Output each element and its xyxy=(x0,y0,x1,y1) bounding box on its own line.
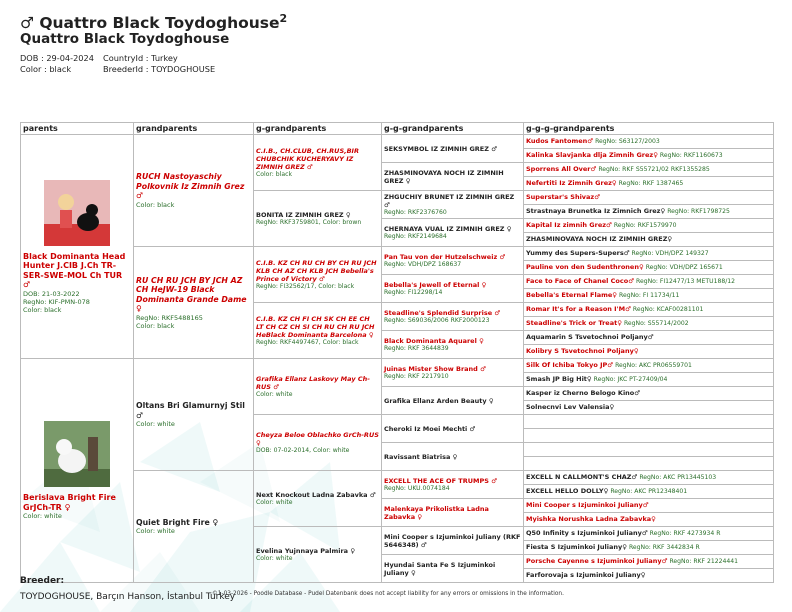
g-grandparent-name[interactable]: C.I.B., CH.CLUB, CH.RUS,BIR CHUBCHIK KUCHERYAVY IZ ZIMNIH GREZ ♂ xyxy=(256,146,359,171)
g-g-g-grandparent-name[interactable]: Mini Cooper s Izjuminkoi Juliany♂ xyxy=(526,500,649,509)
pedigree-row xyxy=(21,247,774,261)
g-g-g-grandparent-cell[interactable] xyxy=(524,555,774,569)
g-g-g-grandparent-cell[interactable] xyxy=(524,205,774,219)
grandparent-color: Color: white xyxy=(136,420,175,428)
g-grandparent-info: RegNo: RKF3759801, Color: brown xyxy=(256,218,362,226)
g-g-g-grandparent-regno: RegNo: JKC PT-27409/04 xyxy=(593,375,668,383)
col-header-g-g-grandparents: g-g-grandparents xyxy=(382,123,524,135)
grandparent-name[interactable]: RUCH Nastoyaschiy Polkovnik Iz Zimnih Grez ♂ xyxy=(136,172,245,201)
g-grandparent-name[interactable]: Cheyza Beloe Oblachko GrCh-RUS ♀ xyxy=(256,430,379,447)
g-g-grandparent-regno: RegNo: RKF2376760 xyxy=(384,208,447,216)
g-g-g-grandparent-name[interactable]: EXCELL N CALLMONT'S CHAZ♂ xyxy=(526,472,638,481)
g-g-g-grandparent-name[interactable]: Face to Face of Chanel Coco♂ xyxy=(526,276,635,285)
g-g-g-grandparent-cell[interactable] xyxy=(524,275,774,289)
g-g-g-grandparent-regno: RegNo: S55714/2002 xyxy=(623,319,689,327)
pedigree-row xyxy=(21,359,774,373)
g-grandparent-cell[interactable] xyxy=(254,247,382,303)
g-g-grandparent-name[interactable]: Bebella's Jewell of Eternal ♀ xyxy=(384,280,487,289)
g-g-g-grandparent-name[interactable]: ZHASMINOVAYA NOCH IZ ZIMNIH GREZ♀ xyxy=(526,234,673,243)
g-g-g-grandparent-cell[interactable] xyxy=(524,401,774,415)
grandparent-regno: RegNo: RKF5488165 xyxy=(136,313,203,322)
g-g-g-grandparent-name[interactable]: Smash JP Big Hit♀ xyxy=(526,374,592,383)
parent-color: Color: black xyxy=(23,305,62,314)
g-g-grandparent-cell[interactable] xyxy=(382,415,524,443)
col-header-grandparents: grandparents xyxy=(134,123,254,135)
breeder-label: Breeder: xyxy=(20,576,65,586)
pedigree-row xyxy=(21,471,774,485)
g-g-grandparent-cell[interactable] xyxy=(382,443,524,471)
g-g-grandparent-cell[interactable] xyxy=(382,387,524,415)
parent-photo xyxy=(44,180,110,246)
g-g-g-grandparent-regno: RegNo: S63127/2003 xyxy=(595,137,660,145)
g-g-g-grandparent-name[interactable]: Kapital Iz zimnih Grez♂ xyxy=(526,220,612,229)
g-g-grandparent-name[interactable]: Cheroki Iz Moei Mechti ♂ xyxy=(384,424,476,433)
g-g-g-grandparent-name[interactable]: Silk Of Ichiba Tokyo JP♂ xyxy=(526,360,614,369)
g-g-grandparent-name[interactable]: Ravissant Biatrisa ♀ xyxy=(384,452,458,461)
g-g-grandparent-cell[interactable] xyxy=(382,163,524,191)
g-g-grandparent-name[interactable]: SEKSYMBOL IZ ZIMNIH GREZ ♂ xyxy=(384,144,498,153)
g-grandparent-name[interactable]: Evelina Yujnnaya Palmira ♀ xyxy=(256,546,356,555)
grandparent-cell[interactable] xyxy=(134,471,254,583)
g-g-grandparent-name[interactable]: ZHASMINOVAYA NOCH IZ ZIMNIH GREZ ♀ xyxy=(384,168,504,185)
g-g-g-grandparent-cell[interactable] xyxy=(524,219,774,233)
g-g-g-grandparent-cell[interactable] xyxy=(524,247,774,261)
grandparent-name[interactable]: Oltans Bri Glamurnyj Stil ♂ xyxy=(136,401,245,420)
parent-regno: RegNo: KIF-PMN-078 xyxy=(23,297,90,306)
g-g-g-grandparent-regno: RegNo: RKF1579970 xyxy=(613,221,677,229)
grandparent-cell[interactable] xyxy=(134,135,254,247)
g-g-grandparent-name[interactable]: Grafika Ellanz Arden Beauty ♀ xyxy=(384,396,494,405)
g-grandparent-cell[interactable] xyxy=(254,303,382,359)
g-g-g-grandparent-name[interactable]: Fiesta S Izjuminkoi Juliany♀ xyxy=(526,542,627,551)
g-g-grandparent-regno: RegNo: VDH/DPZ 168637 xyxy=(384,260,462,268)
g-g-grandparent-name[interactable]: CHERNAYA VUAL IZ ZIMNIH GREZ ♀ xyxy=(384,224,512,233)
g-g-grandparent-name[interactable]: Black Dominanta Aquarel ♀ xyxy=(384,336,484,345)
g-g-grandparent-cell[interactable] xyxy=(382,135,524,163)
g-g-g-grandparent-name[interactable]: Nefertiti Iz Zimnih Grez♀ xyxy=(526,178,617,187)
g-g-g-grandparent-name[interactable]: Superstar's Shivaz♂ xyxy=(526,192,601,201)
g-g-g-grandparent-name[interactable]: Sporrens All Over♂ xyxy=(526,164,597,173)
g-g-grandparent-regno: RegNo: RKF 3644839 xyxy=(384,344,449,352)
g-g-g-grandparent-cell[interactable] xyxy=(524,149,774,163)
g-grandparent-cell[interactable] xyxy=(254,527,382,583)
g-g-grandparent-regno: RegNo: RKF 2217910 xyxy=(384,372,449,380)
g-g-g-grandparent-cell[interactable] xyxy=(524,177,774,191)
grandparent-name[interactable]: RU CH RU JCH BY JCH AZ CH HeJW-19 Black Dominanta Grande Dame ♀ xyxy=(136,275,247,313)
g-g-grandparent-regno: RegNo: RKF2149684 xyxy=(384,232,447,240)
g-g-g-grandparent-cell[interactable] xyxy=(524,387,774,401)
g-g-g-grandparent-cell[interactable] xyxy=(524,359,774,373)
g-g-g-grandparent-name[interactable]: Aquamarin S Tsvetochnoi Poljany♂ xyxy=(526,332,654,341)
g-g-grandparent-cell[interactable] xyxy=(382,303,524,331)
parent-name[interactable]: Black Dominanta Head Hunter J.CIB J.Ch TR-SER-SWE-MOL Ch TUR ♂ xyxy=(23,251,126,289)
g-grandparent-cell[interactable] xyxy=(254,415,382,471)
g-g-g-grandparent-regno: RegNo: RKF 4273934 R xyxy=(649,529,721,537)
g-g-g-grandparent-regno: RegNo: RKF 3442834 R xyxy=(628,543,700,551)
g-g-g-grandparent-name[interactable]: Steadline's Trick or Treat♀ xyxy=(526,318,622,327)
g-g-g-grandparent-regno: RegNo: VDH/DPZ 149327 xyxy=(631,249,709,257)
grandparent-color: Color: white xyxy=(136,527,175,536)
g-g-g-grandparent-regno: RegNo: RKF1798725 xyxy=(667,207,730,215)
g-grandparent-name[interactable]: C.I.B. KZ CH RU CH BY CH RU JCH KLB CH AZ CH KLB JCH Bebella's Prince of Victory ♂ xyxy=(256,258,377,283)
col-header-g-g-g-grandparents: g-g-g-grandparents xyxy=(524,123,774,135)
grandparent-cell[interactable] xyxy=(134,247,254,359)
g-g-g-grandparent-cell[interactable] xyxy=(524,373,774,387)
g-g-g-grandparent-regno: RegNo: RKF 1387465 xyxy=(618,179,684,187)
g-grandparent-cell[interactable] xyxy=(254,191,382,247)
g-g-g-grandparent-regno: RegNo: AKC PR06559701 xyxy=(615,361,692,369)
dog-header xyxy=(20,10,287,75)
g-g-g-grandparent-regno: RegNo: VDH/DPZ 165671 xyxy=(645,263,723,271)
dog-title: ♂ Quattro Black Toydoghouse$^2$ xyxy=(20,12,288,32)
g-g-grandparent-name[interactable]: ZHGUCHIY BRUNET IZ ZIMNIH GREZ ♂ xyxy=(384,192,515,209)
parent-name[interactable]: Berislava Bright Fire GrJCh-TR ♀ xyxy=(23,493,116,512)
g-grandparent-info: Color: black xyxy=(256,170,292,178)
g-g-grandparent-name[interactable]: EXCELL THE ACE OF TRUMPS ♂ xyxy=(384,476,498,485)
g-g-grandparent-cell[interactable] xyxy=(382,499,524,527)
g-g-grandparent-cell[interactable] xyxy=(382,247,524,275)
g-g-g-grandparent-name[interactable]: Porsche Cayenne s Izjuminkoi Juliany♂ xyxy=(526,556,668,565)
g-g-g-grandparent-name[interactable]: Bebella's Eternal Flame♀ xyxy=(526,290,618,299)
pedigree-table xyxy=(20,122,774,583)
grandparent-color: Color: black xyxy=(136,200,175,209)
g-g-g-grandparent-cell[interactable] xyxy=(524,135,774,149)
g-grandparent-info: Color: white xyxy=(256,390,293,398)
col-header-g-grandparents: g-grandparents xyxy=(254,123,382,135)
g-grandparent-name[interactable]: BONITA IZ ZIMNIH GREZ ♀ xyxy=(256,210,351,219)
g-g-grandparent-cell[interactable] xyxy=(382,331,524,359)
g-g-g-grandparent-cell[interactable] xyxy=(524,443,774,457)
g-g-g-grandparent-cell[interactable] xyxy=(524,457,774,471)
g-g-g-grandparent-cell[interactable] xyxy=(524,415,774,429)
g-g-g-grandparent-cell[interactable] xyxy=(524,303,774,317)
g-grandparent-cell[interactable] xyxy=(254,471,382,527)
g-g-g-grandparent-cell[interactable] xyxy=(524,261,774,275)
g-g-g-grandparent-cell[interactable] xyxy=(524,499,774,513)
g-g-g-grandparent-regno: RegNo: FI12477/13 METU188/12 xyxy=(636,277,736,285)
g-g-grandparent-name[interactable]: Malenkaya Prikolistka Ladna Zabavka ♀ xyxy=(384,504,489,521)
g-g-g-grandparent-regno: RegNo: RKF 21224441 xyxy=(669,557,739,565)
g-grandparent-info: RegNo: FI32562/17, Color: black xyxy=(256,282,355,290)
g-g-grandparent-cell[interactable] xyxy=(382,555,524,583)
g-g-grandparent-regno: RegNo: FI12298/14 xyxy=(384,288,443,296)
col-header-parents: parents xyxy=(21,123,134,135)
g-g-g-grandparent-name[interactable]: Yummy des Supers-Supers♂ xyxy=(526,248,630,257)
g-grandparent-cell[interactable] xyxy=(254,359,382,415)
g-g-g-grandparent-cell[interactable] xyxy=(524,471,774,485)
g-g-grandparent-name[interactable]: Juinas Mister Show Brand ♂ xyxy=(384,364,486,373)
footer-disclaimer: ©1-03-2026 - Poodle Database - Pudel Datenbank does not accept liability for any errors or omissions in the information. xyxy=(212,591,564,597)
g-g-grandparent-cell[interactable] xyxy=(382,471,524,499)
grandparent-cell[interactable] xyxy=(134,359,254,471)
g-g-grandparent-cell[interactable] xyxy=(382,275,524,303)
g-g-g-grandparent-name[interactable]: Kasper iz Cherno Belogo Kino♂ xyxy=(526,388,641,397)
g-g-g-grandparent-cell[interactable] xyxy=(524,527,774,541)
g-g-g-grandparent-regno: RegNo: AKC PR12348401 xyxy=(610,487,688,495)
g-g-g-grandparent-regno: RegNo: RKF1160673 xyxy=(659,151,723,159)
g-g-grandparent-cell[interactable] xyxy=(382,219,524,247)
g-grandparent-info: DOB: 07-02-2014, Color: white xyxy=(256,446,350,454)
dog-country: Turkey xyxy=(151,53,178,63)
g-g-g-grandparent-cell[interactable] xyxy=(524,289,774,303)
g-g-g-grandparent-name[interactable]: Romar It's for a Reason I'M♂ xyxy=(526,304,631,313)
g-g-g-grandparent-cell[interactable] xyxy=(524,317,774,331)
g-grandparent-name[interactable]: C.I.B. KZ CH FI CH SK CH EE CH LT CH CZ CH SI CH RU CH RU JCH HeBlack Dominanta Barcelona ♀ xyxy=(256,314,375,339)
g-g-g-grandparent-name[interactable]: Strastnaya Brunetka Iz Zimnich Grez♀ xyxy=(526,206,666,215)
g-g-grandparent-regno: RegNo: S69036/2006 RKF2000123 xyxy=(384,316,490,324)
parent-cell[interactable] xyxy=(21,359,134,583)
parent-photo xyxy=(44,421,110,487)
g-g-g-grandparent-regno: RegNo: AKC PR13445103 xyxy=(639,473,717,481)
g-g-g-grandparent-cell[interactable] xyxy=(524,331,774,345)
pedigree-row xyxy=(21,135,774,149)
g-g-g-grandparent-cell[interactable] xyxy=(524,163,774,177)
g-g-g-grandparent-regno: RegNo: FI 11734/11 xyxy=(619,291,680,299)
g-g-grandparent-cell[interactable] xyxy=(382,191,524,219)
g-grandparent-info: Color: white xyxy=(256,498,293,506)
g-g-g-grandparent-name[interactable]: Pauline von den Sudenthronen♀ xyxy=(526,262,644,271)
g-g-grandparent-name[interactable]: Hyundai Santa Fe S Izjuminkoi Juliany ♀ xyxy=(384,560,496,577)
parent-cell[interactable] xyxy=(21,135,134,359)
g-grandparent-name[interactable]: Next Knockout Ladna Zabavka ♂ xyxy=(256,490,376,499)
g-g-g-grandparent-cell[interactable] xyxy=(524,233,774,247)
g-g-g-grandparent-cell[interactable] xyxy=(524,485,774,499)
g-g-g-grandparent-cell[interactable] xyxy=(524,429,774,443)
g-g-grandparent-cell[interactable] xyxy=(382,527,524,555)
g-g-g-grandparent-name[interactable]: Kolibry S Tsvetochnoi Poljany♀ xyxy=(526,346,639,355)
g-g-g-grandparent-name[interactable]: Farforovaja s Izjuminkoi Juliany♀ xyxy=(526,570,646,579)
dog-breeder-id: TOYDOGHOUSE xyxy=(151,64,216,74)
g-g-g-grandparent-regno: RegNo: KCAF00281101 xyxy=(632,305,704,313)
g-grandparent-info: RegNo: RKF4497467, Color: black xyxy=(256,338,359,346)
g-grandparent-name[interactable]: Grafika Ellanz Laskovy May Ch-RUS ♂ xyxy=(256,374,370,391)
g-g-grandparent-name[interactable]: Steadline's Splendid Surprise ♂ xyxy=(384,308,501,317)
dog-meta: DOB : 29-04-2024 CountryId : Turkey Color : black BreederId : TOYDOGHOUSE xyxy=(20,53,216,74)
g-g-grandparent-cell[interactable] xyxy=(382,359,524,387)
g-g-grandparent-regno: RegNo: UKU.0074184 xyxy=(384,484,450,492)
dog-dob: 29-04-2024 xyxy=(46,53,94,63)
g-g-g-grandparent-name[interactable]: EXCELL HELLO DOLLY♀ xyxy=(526,486,609,495)
dog-color: black xyxy=(49,64,72,74)
g-g-g-grandparent-name[interactable]: Myishka Norushka Ladna Zabavka♀ xyxy=(526,514,656,523)
g-g-g-grandparent-name[interactable]: Kalinka Slavjanka dlja Zimnih Grez♀ xyxy=(526,150,658,159)
g-g-g-grandparent-cell[interactable] xyxy=(524,513,774,527)
g-g-g-grandparent-name[interactable]: Solnecnvi Lev Valensia♀ xyxy=(526,402,615,411)
parent-dob: DOB: 21-03-2022 xyxy=(23,289,80,298)
g-g-g-grandparent-cell[interactable] xyxy=(524,541,774,555)
dog-subtitle: Quattro Black Toydoghouse xyxy=(20,31,230,47)
breeder-value: TOYDOGHOUSE, Barçın Hanson, İstanbul Turkey xyxy=(20,592,236,602)
g-g-grandparent-name[interactable]: Mini Cooper s Izjuminkoi Juliany (RKF 5646348) ♂ xyxy=(384,532,521,549)
g-g-g-grandparent-cell[interactable] xyxy=(524,345,774,359)
g-grandparent-cell[interactable] xyxy=(254,135,382,191)
parent-color: Color: white xyxy=(23,512,62,520)
g-g-g-grandparent-name[interactable]: Q50 Infinity s Izjuminkoi Juliany♂ xyxy=(526,528,648,537)
grandparent-color: Color: black xyxy=(136,321,175,330)
g-grandparent-info: Color: white xyxy=(256,554,293,562)
g-g-g-grandparent-name[interactable]: Kudos Fantomen♂ xyxy=(526,136,594,145)
g-g-grandparent-name[interactable]: Pan Tau von der Hutzelschweiz ♂ xyxy=(384,252,506,261)
g-g-g-grandparent-cell[interactable] xyxy=(524,191,774,205)
grandparent-name[interactable]: Quiet Bright Fire ♀ xyxy=(136,517,219,527)
g-g-g-grandparent-regno: RegNo: RKF S55721/02 RKF1355285 xyxy=(598,165,710,173)
g-g-g-grandparent-cell[interactable] xyxy=(524,569,774,583)
